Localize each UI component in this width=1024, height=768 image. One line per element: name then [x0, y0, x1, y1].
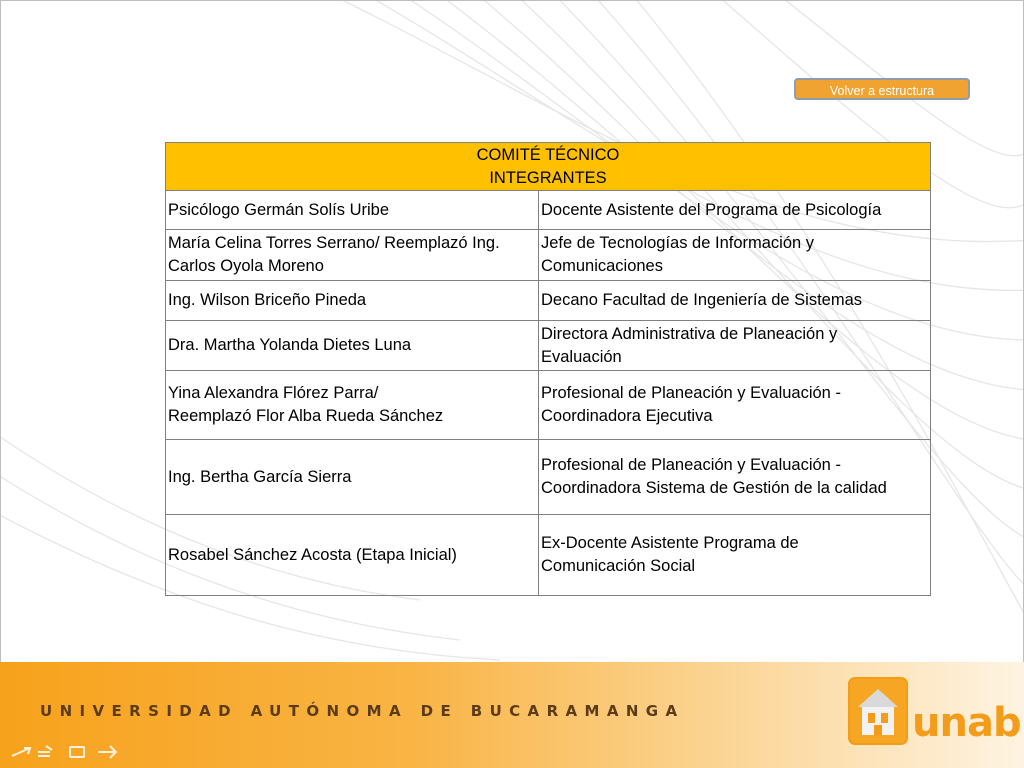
back-to-structure-button[interactable]: Volver a estructura [794, 78, 970, 100]
member-role: Comunicación Social [541, 557, 696, 575]
member-name-cell [166, 191, 539, 230]
slide-navigation-icons[interactable] [6, 742, 126, 762]
member-name-cell [166, 371, 539, 440]
member-name-cell [166, 321, 539, 371]
table-row [166, 230, 931, 281]
table-row [166, 321, 931, 371]
table-row [166, 440, 931, 515]
member-role-cell [539, 440, 931, 515]
table-row [166, 281, 931, 321]
member-role: Coordinadora Sistema de Gestión de la calidad [541, 479, 887, 497]
member-role-cell [539, 515, 931, 596]
university-logo-icon [848, 677, 908, 745]
member-role-cell [539, 191, 931, 230]
member-role: Docente Asistente del Programa de Psicología [541, 200, 882, 219]
member-role: Decano Facultad de Ingeniería de Sistemas [541, 291, 863, 309]
member-role-cell [539, 230, 931, 281]
member-role: Comunicaciones [541, 257, 663, 275]
table-header-cell [166, 143, 931, 191]
member-name-cell [166, 515, 539, 596]
member-role: Coordinadora Ejecutiva [541, 407, 713, 425]
member-name: Dra. Martha Yolanda Dietes Luna [168, 336, 412, 354]
member-name-cell [166, 281, 539, 321]
member-name: Reemplazó Flor Alba Rueda Sánchez [168, 407, 444, 425]
member-name: Yina Alexandra Flórez Parra/ [168, 384, 379, 402]
header-subtitle: INTEGRANTES [489, 168, 607, 187]
member-role: Profesional de Planeación y Evaluación - [541, 456, 841, 474]
member-role: Jefe de Tecnologías de Información y [541, 234, 815, 252]
table-row [166, 191, 931, 230]
logo-text: unab [912, 700, 1021, 746]
member-name: María Celina Torres Serrano/ Reemplazó Ing. [168, 234, 500, 252]
member-role-cell [539, 281, 931, 321]
member-name-cell [166, 230, 539, 281]
member-role: Ex-Docente Asistente Programa de [541, 534, 799, 552]
member-role: Evaluación [541, 347, 622, 366]
member-role-cell [539, 371, 931, 440]
committee-table [165, 142, 931, 596]
member-name: Rosabel Sánchez Acosta (Etapa Inicial) [168, 545, 457, 564]
university-name: UNIVERSIDAD AUTÓNOMA DE BUCARAMANGA [40, 702, 685, 720]
member-name-cell [166, 440, 539, 515]
member-role: Profesional de Planeación y Evaluación - [541, 384, 841, 402]
table-header-row [166, 143, 931, 191]
table-row [166, 371, 931, 440]
table-row [166, 515, 931, 596]
member-name: Psicólogo Germán Solís Uribe [168, 200, 390, 219]
member-name: Carlos Oyola Moreno [168, 257, 324, 275]
member-role: Directora Administrativa de Planeación y [541, 324, 838, 343]
member-name: Ing. Bertha García Sierra [168, 467, 352, 486]
member-role-cell [539, 321, 931, 371]
header-title: COMITÉ TÉCNICO [476, 145, 620, 164]
member-name: Ing. Wilson Briceño Pineda [168, 291, 367, 309]
